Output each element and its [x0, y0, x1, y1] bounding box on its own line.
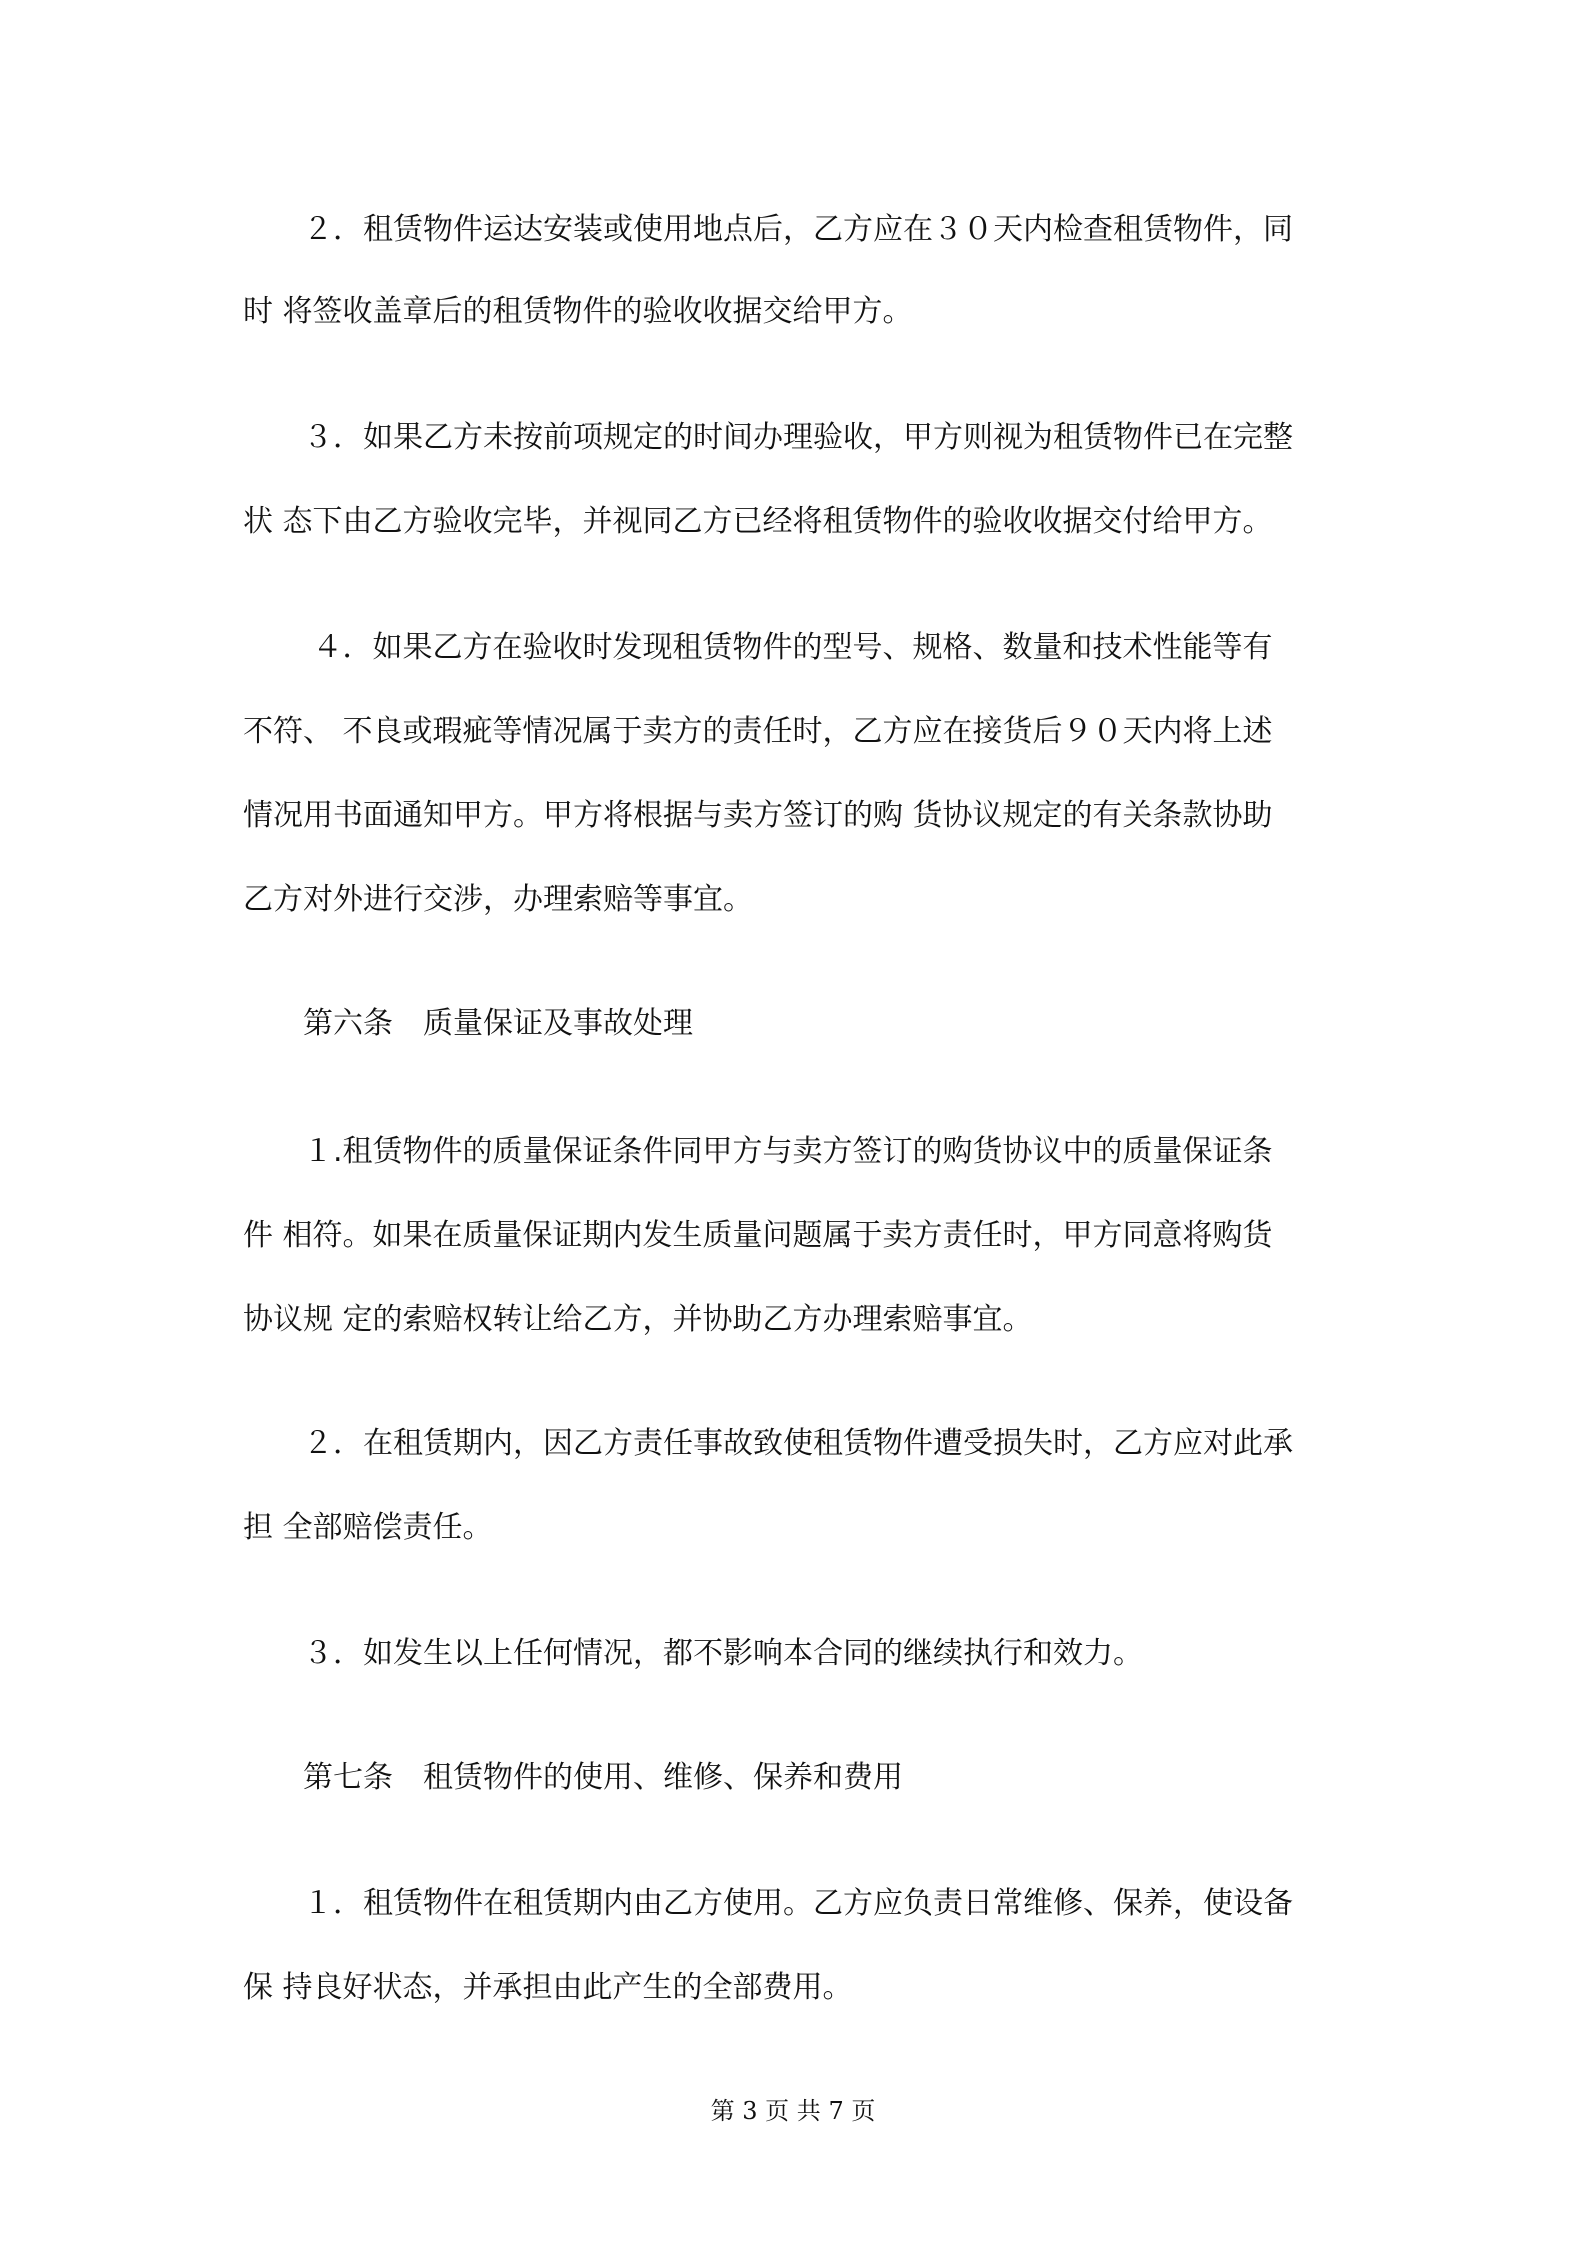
text-line: 担 全部赔偿责任。: [243, 1510, 493, 1545]
text-line: ３．如果乙方未按前项规定的时间办理验收，甲方则视为租赁物件已在完整: [243, 420, 1293, 455]
text-line: ２．租赁物件运达安装或使用地点后，乙方应在３０天内检查租赁物件，同: [243, 212, 1293, 247]
section-heading: 第六条 质量保证及事故处理: [243, 1006, 693, 1041]
text-line: 状 态下由乙方验收完毕，并视同乙方已经将租赁物件的验收收据交付给甲方。: [243, 504, 1273, 539]
text-line: 保 持良好状态，并承担由此产生的全部费用。: [243, 1970, 853, 2005]
text-line: 情况用书面通知甲方。甲方将根据与卖方签订的购 货协议规定的有关条款协助: [243, 798, 1273, 833]
text-line: ４．如果乙方在验收时发现租赁物件的型号、规格、数量和技术性能等有: [243, 630, 1273, 665]
text-line: 时 将签收盖章后的租赁物件的验收收据交给甲方。: [243, 294, 913, 329]
text-line: 不符、 不良或瑕疵等情况属于卖方的责任时，乙方应在接货后９０天内将上述: [243, 714, 1273, 749]
page-number-footer: 第 3 页 共 7 页: [710, 2097, 876, 2125]
text-line: ３．如发生以上任何情况，都不影响本合同的继续执行和效力。: [243, 1636, 1143, 1671]
text-line: 协议规 定的索赔权转让给乙方，并协助乙方办理索赔事宜。: [243, 1302, 1033, 1337]
text-line: 件 相符。如果在质量保证期内发生质量问题属于卖方责任时，甲方同意将购货: [243, 1218, 1273, 1253]
section-heading: 第七条 租赁物件的使用、维修、保养和费用: [243, 1760, 903, 1795]
text-line: １．租赁物件在租赁期内由乙方使用。乙方应负责日常维修、保养，使设备: [243, 1886, 1293, 1921]
text-line: １.租赁物件的质量保证条件同甲方与卖方签订的购货协议中的质量保证条: [243, 1134, 1273, 1169]
text-line: ２．在租赁期内，因乙方责任事故致使租赁物件遭受损失时，乙方应对此承: [243, 1426, 1293, 1461]
text-line: 乙方对外进行交涉，办理索赔等事宜。: [243, 882, 753, 917]
